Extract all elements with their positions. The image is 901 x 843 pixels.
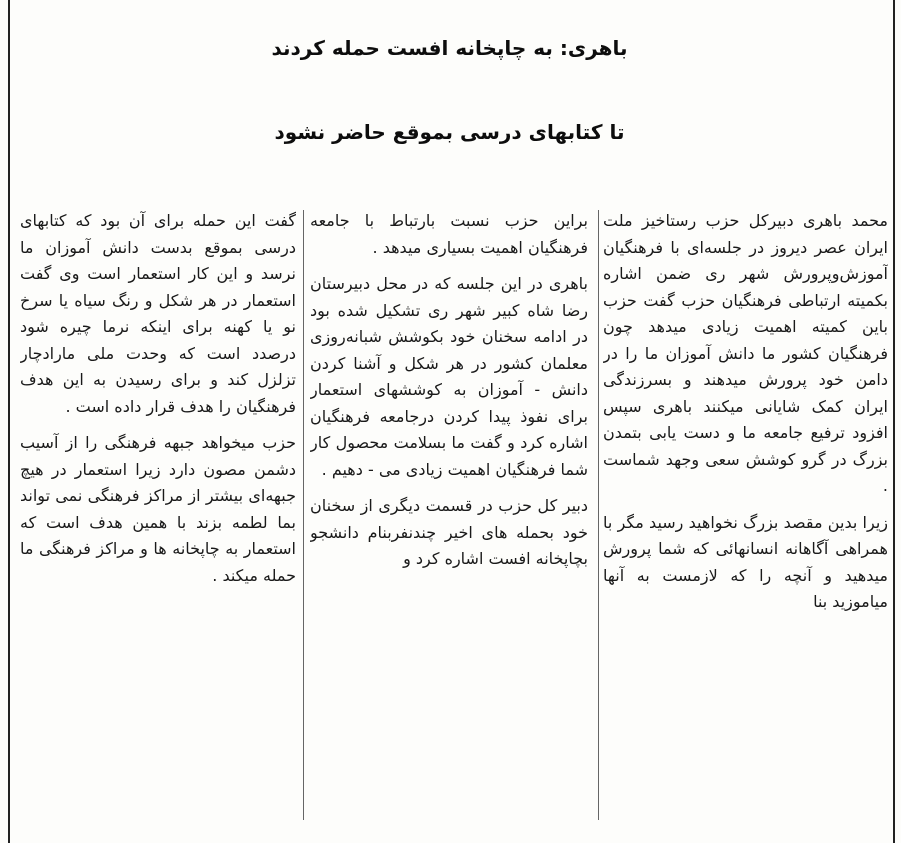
column-divider bbox=[303, 210, 304, 820]
paragraph: زیرا بدین مقصد بزرگ نخواهید رسید مگر با همراهی آگاهانه انسانهائی که شما پرورش میدهید و آنچه را که لازمست به آنها میاموزید بنا bbox=[603, 512, 888, 611]
paragraph: محمد باهری دبیرکل حزب رستاخیز ملت ایران عصر دیروز در جلسه‌ای با فرهنگیان آموزش‌وپرورش شهر ری ضمن اشاره بکمیته ارتباطی فرهنگیان حزب گفت حزب باین کمیته اهمیت زیادی میدهد چون فرهنگیان کشور ما دانش آموزان ما را در دامن خود پرورش میدهند و بسرزندگی ایران کمک شایانی میکنند باهری سپس افزود ترفیع جامعه ما و دست یابی بتمدن بزرگ در گرو کوشش سعی وجهد شماست . bbox=[603, 211, 888, 495]
clipping-right-border bbox=[893, 0, 895, 843]
paragraph: باهری در این جلسه که در محل دبیرستان رضا شاه کبیر شهر ری تشکیل شده بود در ادامه سخنان خود بکوشش شبانه‌روزی معلمان کشور در هر شکل و آشنا کردن دانش - آموزان به کوششهای استعمار برای نفوذ پیدا کردن درجامعه فرهنگیان اشاره کرد و گفت ما بسلامت محصول کار شما فرهنگیان اهمیت زیادی می - دهیم . bbox=[310, 274, 588, 479]
article-column-middle bbox=[310, 208, 588, 833]
article-column-right bbox=[603, 208, 888, 833]
paragraph: حزب میخواهد جبهه فرهنگی را از آسیب دشمن مصون دارد زیرا استعمار در هیچ جبهه‌ای بیشتر از مراکز فرهنگی نمی تواند بما لطمه بزند با همین هدف است که استعمار به چاپخانه ها و مراکز فرهنگی ما حمله میکند . bbox=[20, 433, 296, 585]
article-column-left bbox=[20, 208, 296, 833]
column-divider bbox=[598, 210, 599, 820]
headline-line-2: تا کتابهای درسی بموقع حاضر نشود bbox=[274, 120, 625, 144]
clipping-left-border bbox=[8, 0, 10, 843]
headline-line-1: باهری: به چاپخانه افست حمله کردند bbox=[271, 36, 628, 60]
paragraph: براین حزب نسبت بارتباط با جامعه فرهنگیان اهمیت بسیاری میدهد . bbox=[310, 211, 588, 257]
paragraph: گفت این حمله برای آن بود که کتابهای درسی بموقع بدست دانش آموزان ما نرسد و این کار استعمار است وی گفت استعمار در هر شکل و رنگ سیاه یا سرخ نو یا کهنه برای اینکه نرما چیره شود درصدد است که وحدت ملی مارادچار تزلزل کند و برای رسیدن به این هدف فرهنگیان را هدف قرار داده است . bbox=[20, 211, 296, 416]
paragraph: دبیر کل حزب در قسمت دیگری از سخنان خود بحمله های اخیر چندنفربنام دانشجو بچاپخانه افست اشاره کرد و bbox=[310, 496, 588, 568]
